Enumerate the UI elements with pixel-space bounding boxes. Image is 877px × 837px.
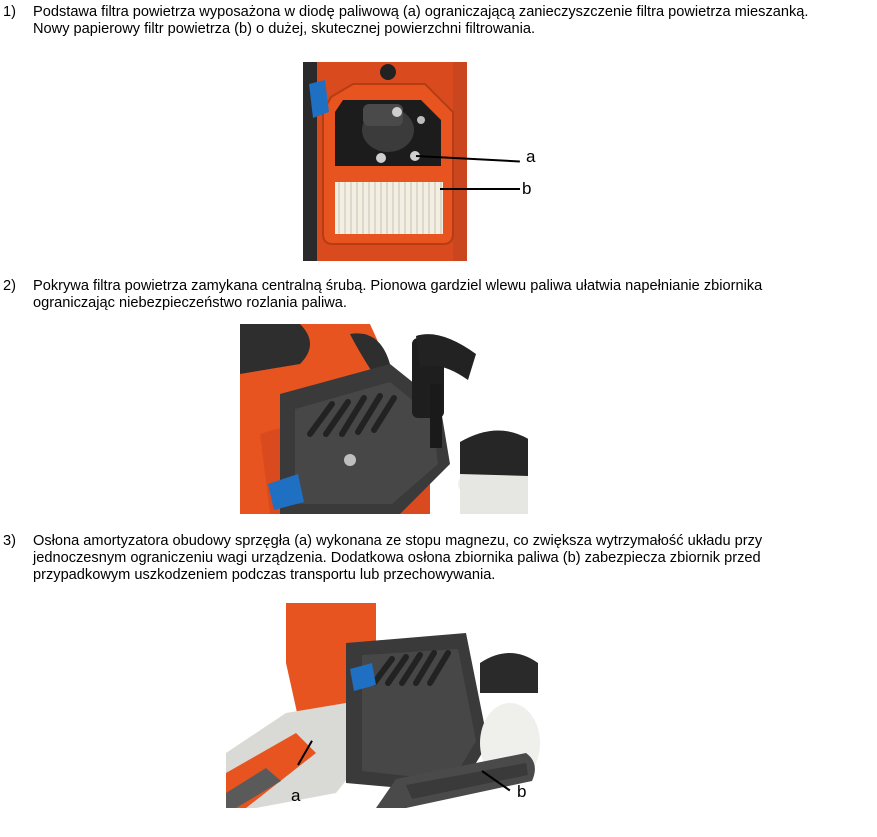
item-number: 3) xyxy=(3,533,16,549)
item-number: 1) xyxy=(3,4,16,20)
callout-line-b xyxy=(440,188,520,190)
text-line: przypadkowym uszkodzeniem podczas transportu lub przechowywania. xyxy=(33,567,496,583)
text-line: Nowy papierowy filtr powietrza (b) o dużej, skutecznej powierzchni filtrowania. xyxy=(33,21,536,37)
air-filter-photo xyxy=(303,62,467,261)
item-text xyxy=(33,4,873,38)
text-line: ograniczając niebezpieczeństwo rozlania paliwa. xyxy=(33,295,347,311)
item-text xyxy=(33,278,873,312)
callout-a: a xyxy=(526,147,536,166)
text-line: Osłona amortyzatora obudowy sprzęgła (a) wykonana ze stopu magnezu, co zwiększa wytrzymałość układu przy xyxy=(33,533,763,549)
item-number: 2) xyxy=(3,278,16,294)
text-line: Podstawa filtra powietrza wyposażona w diodę paliwową (a) ograniczającą zanieczyszczenie filtra powietrza mieszanką. xyxy=(33,4,809,20)
item-text xyxy=(33,533,873,584)
callout-b: b xyxy=(517,782,527,801)
callout-b: b xyxy=(522,179,532,198)
filter-cover-photo xyxy=(240,324,528,514)
callout-a: a xyxy=(291,786,301,805)
text-line: jednoczesnym ograniczeniu wagi urządzenia. Dodatkowa osłona zbiornika paliwa (b) zabezpiecza zbiornik przed xyxy=(33,550,761,566)
text-line: Pokrywa filtra powietrza zamykana centralną śrubą. Pionowa gardziel wlewu paliwa ułatwia napełnianie zbiornika xyxy=(33,278,763,294)
